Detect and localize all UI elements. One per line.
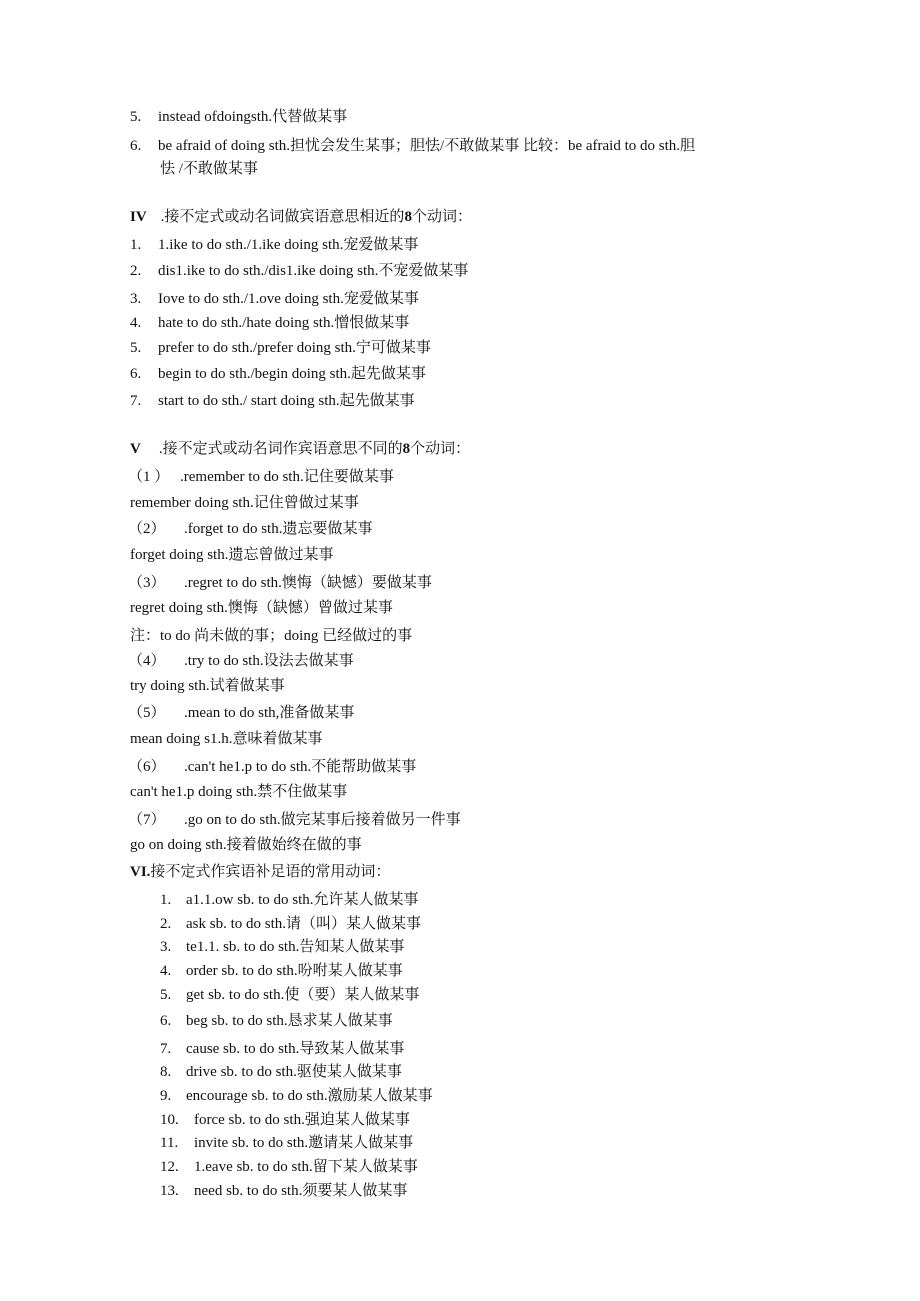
item-text: .regret to do sth.懊悔（缺憾）要做某事 — [184, 575, 432, 591]
item-number: 13. — [160, 1183, 179, 1199]
item-label: （7） — [128, 812, 166, 828]
item-text: regret doing sth.懊悔（缺憾）曾做过某事 — [130, 600, 393, 616]
item-number: 8. — [160, 1064, 172, 1080]
item-text: 1.eave sb. to do sth.留下某人做某事 — [194, 1159, 418, 1175]
item-text: .can't he1.p to do sth.不能帮助做某事 — [184, 759, 417, 775]
list-item — [130, 729, 323, 749]
item-label: （6） — [128, 759, 166, 775]
item-text: .mean to do sth,准备做某事 — [184, 705, 355, 721]
item-number: 4. — [160, 963, 172, 979]
item-text: encourage sb. to do sth.激励某人做某事 — [186, 1088, 433, 1104]
list-item — [130, 545, 333, 565]
item-text: remember doing sth.记住曾做过某事 — [130, 495, 359, 511]
item-text: te1.1. sb. to do sth.告知某人做某事 — [186, 939, 405, 955]
item-number: 6. — [130, 138, 142, 154]
item-number: 11. — [160, 1135, 179, 1151]
item-text: .remember to do sth.记住要做某事 — [180, 469, 394, 485]
item-label: （5） — [128, 705, 166, 721]
item-text-continued: 怯 /不敢做某事 — [160, 161, 258, 177]
item-label: （2） — [128, 521, 166, 537]
list-item — [130, 598, 393, 618]
item-number: 6. — [160, 1013, 172, 1029]
heading-text: 接不定式作宾语补足语的常用动词： — [150, 864, 391, 880]
item-number: 7. — [130, 393, 142, 409]
item-text: .try to do sth.设法去做某事 — [184, 653, 354, 669]
item-label: （3） — [128, 575, 166, 591]
list-item — [130, 676, 285, 696]
roman-numeral: VI. — [130, 864, 151, 880]
item-text: try doing sth.试着做某事 — [130, 678, 285, 694]
item-number: 10. — [160, 1112, 179, 1128]
list-item — [130, 835, 362, 855]
item-text: forget doing sth.遗忘曾做过某事 — [130, 547, 334, 563]
section-heading-iv — [130, 207, 472, 227]
item-label: （4） — [128, 653, 166, 669]
item-text: 1.ike to do sth./1.ike doing sth.宠爱做某事 — [158, 237, 419, 253]
list-item-continuation — [160, 159, 258, 179]
item-number: 7. — [160, 1041, 172, 1057]
item-number: 2. — [130, 263, 142, 279]
item-text: cause sb. to do sth.导致某人做某事 — [186, 1041, 405, 1057]
item-number: 5. — [130, 340, 142, 356]
section-heading-v — [130, 439, 470, 459]
note-line — [130, 626, 412, 646]
item-number: 5. — [160, 987, 172, 1003]
item-text: Iove to do sth./1.ove doing sth.宠爱做某事 — [158, 291, 419, 307]
item-text: ask sb. to do sth.请（叫）某人做某事 — [186, 916, 422, 932]
item-text: prefer to do sth./prefer doing sth.宁可做某事 — [158, 340, 431, 356]
item-number: 5. — [130, 109, 142, 125]
item-text: go on doing sth.接着做始终在做的事 — [130, 837, 362, 853]
item-number: 4. — [130, 315, 142, 331]
item-number: 3. — [130, 291, 142, 307]
item-number: 1. — [160, 892, 172, 908]
item-text: need sb. to do sth.须要某人做某事 — [194, 1183, 408, 1199]
item-text: invite sb. to do sth.邀请某人做某事 — [194, 1135, 414, 1151]
item-number: 12. — [160, 1159, 179, 1175]
item-text: force sb. to do sth.强迫某人做某事 — [194, 1112, 410, 1128]
item-text: .go on to do sth.做完某事后接着做另一件事 — [184, 812, 461, 828]
heading-text-tail: 个动词： — [411, 209, 472, 225]
heading-text: .接不定式或动名词作宾语意思不同的 — [158, 441, 403, 457]
heading-text: .接不定式或动名词做宾语意思相近的 — [160, 209, 405, 225]
item-text: .forget to do sth.遗忘要做某事 — [184, 521, 373, 537]
item-number: 6. — [130, 366, 142, 382]
item-text: start to do sth./ start doing sth.起先做某事 — [158, 393, 415, 409]
item-text: can't he1.p doing sth.禁不住做某事 — [130, 784, 348, 800]
item-text: 注：to do 尚未做的事；doing 已经做过的事 — [130, 628, 413, 644]
item-text: beg sb. to do sth.恳求某人做某事 — [186, 1013, 393, 1029]
item-text: mean doing s1.h.意味着做某事 — [130, 731, 323, 747]
list-item — [130, 782, 347, 802]
item-text: drive sb. to do sth.驱使某人做某事 — [186, 1064, 402, 1080]
item-label: （1 ） — [128, 469, 170, 485]
item-number: 3. — [160, 939, 172, 955]
heading-count: 8 — [402, 441, 411, 457]
item-number: 2. — [160, 916, 172, 932]
heading-count: 8 — [404, 209, 412, 225]
item-text: begin to do sth./begin doing sth.起先做某事 — [158, 366, 426, 382]
item-text: dis1.ike to do sth./dis1.ike doing sth.不宠爱做某事 — [158, 263, 469, 279]
item-number: 9. — [160, 1088, 172, 1104]
section-heading-vi — [130, 862, 390, 882]
item-text: instead ofdoingsth.代替做某事 — [158, 109, 348, 125]
item-text: order sb. to do sth.吩咐某人做某事 — [186, 963, 403, 979]
list-item — [130, 493, 359, 513]
item-text: get sb. to do sth.使（要）某人做某事 — [186, 987, 420, 1003]
item-text: a1.1.ow sb. to do sth.允许某人做某事 — [186, 892, 419, 908]
roman-numeral: V — [130, 441, 141, 457]
item-text: be afraid of doing sth.担忧会发生某事；胆怯/不敢做某事 比较：be afraid to do sth.胆 — [158, 138, 696, 154]
heading-text-tail: 个动词： — [410, 441, 471, 457]
roman-numeral: IV — [130, 209, 147, 225]
item-text: hate to do sth./hate doing sth.憎恨做某事 — [158, 315, 410, 331]
item-number: 1. — [130, 237, 142, 253]
